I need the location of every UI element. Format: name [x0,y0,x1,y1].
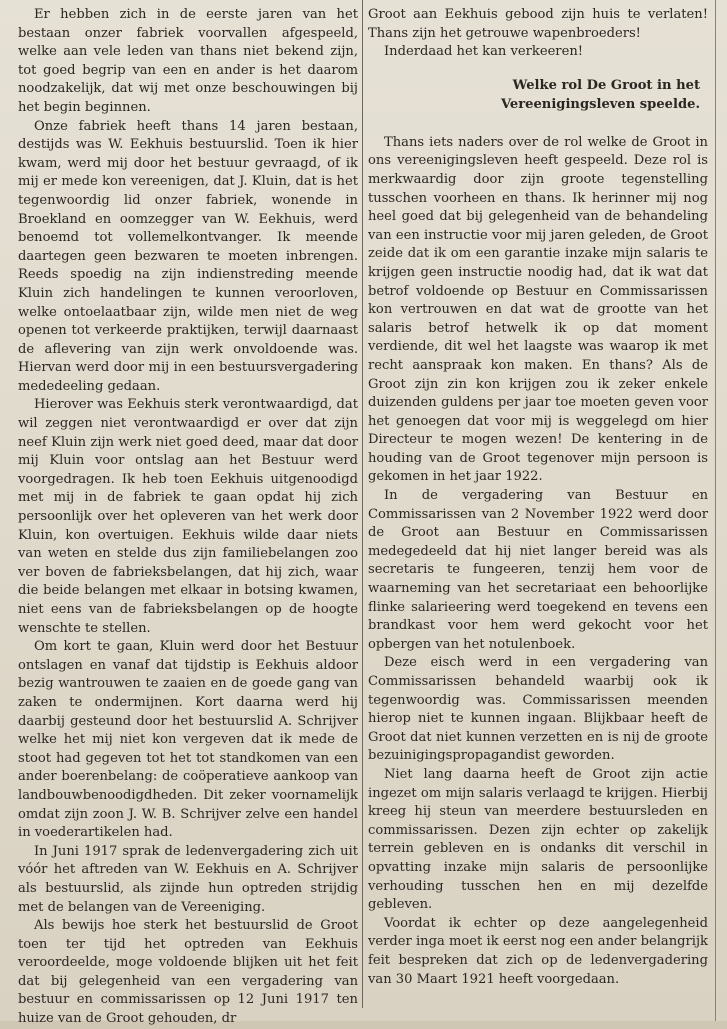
paragraph: Hierover was Eekhuis sterk verontwaardigd, dat wil zeggen niet verontwaardigd er over dat zijn neef Kluin zijn werk niet goed deed, maar dat door mij Kluin voor ontslag aan het Bestuur werd voorgedragen. Ik heb toen Eekhuis uitgenoodigd met mij in de fabriek te gaan opdat hij zich persoonlijk over het opleveren van het werk door Kluin, kon overtuigen. Eekhuis wilde daar niets van weten en stelde dus zijn familiebelangen zoo ver boven de fabrieksbelangen, dat hij zich, waar die beide belangen met elkaar in botsing kwamen, niet eens van de fabrieksbelangen op de hoogte wenschte te stellen. [18,397,358,636]
paragraph: In de vergadering van Bestuur en Commissarissen van 2 November 1922 werd door de Groot aan Bestuur en Commissarissen medegedeeld dat hij niet langer bereid was als secretaris te fungeeren, tenzij hem voor de waarneming van het secretariaat een behoorlijke flinke salarieering werd toegekend en tevens een brandkast voor hem werd gekocht voor het opbergen van het notulenboek. [368,488,708,652]
paragraph: Groot aan Eekhuis gebood zijn huis te verlaten! Thans zijn het getrouwe wapenbroeders! [368,7,708,41]
paragraph: In Juni 1917 sprak de ledenvergadering zich uit vóór het aftreden van W. Eekhuis en A. Schrijver als bestuurslid, als zijnde hun optreden strijdig met de belangen van de Vereeniging. [18,843,358,915]
left-column [18,6,358,1029]
paragraph: Thans iets naders over de rol welke de Groot in ons vereenigingsleven heeft gespeeld. Deze rol is merkwaardig door zijn groote tegenstelling tusschen voorheen en thans. Ik herinner mij nog heel goed dat bij gelegenheid van de behandeling van een instructie voor mij jaren geleden, de Groot zeide dat ik om een garantie inzake mijn salaris te krijgen geen instructie noodig had, dat ik wat dat betrof voldoende op Bestuur en Commissarissen kon vertrouwen en dat wat de grootte van het salaris betrof hetwelk ik op dat moment verdiende, dit wel het laagste was waarop ik met recht aanspraak kon maken. En thans? Als de Groot zijn zin kon krijgen zou ik zeker enkele duizenden guldens per jaar toe moeten geven voor het genoegen dat voor mij is weggelegd om hier Directeur te mogen wezen! De kentering in de houding van de Groot tegenover mijn persoon is gekomen in het jaar 1922. [368,134,708,485]
paragraph: Inderdaad het kan verkeeren! [384,44,584,60]
paragraph: Om kort te gaan, Kluin werd door het Bestuur ontslagen en vanaf dat tijdstip is Eekhuis aldoor bezig wantrouwen te zaaien en de goede gang van zaken te ondermijnen. Kort daarna werd hij daarbij gesteund door het bestuurslid A. Schrijver welke het mij niet kon vergeven dat ik mede de stoot had gegeven tot het tot standkomen van een ander boerenbelang: de coöperatieve aankoop van landbouwbenoodigdheden. Dit zeker voornamelijk omdat zijn zoon J. W. B. Schrijver zelve een handel in voederartikelen had. [18,639,358,841]
paragraph: Er hebben zich in de eerste jaren van het bestaan onzer fabriek voorvallen afgespeeld, welke aan vele leden van thans niet bekend zijn, tot goed begrip van een en ander is het daarom noodzakelijk, dat wij met onze beschouwingen bij het begin beginnen. [18,7,358,115]
page-edge-rule [715,0,716,1021]
section-heading: Welke rol De Groot in het Vereenigingsleven speelde. [500,77,700,112]
paragraph: Niet lang daarna heeft de Groot zijn actie ingezet om mijn salaris verlaagd te krijgen. Hierbij kreeg hij steun van meerdere bestuursleden en commissarissen. Dezen zijn echter op zakelijk terrein gebleven en is ondanks dit verschil in opvatting inzake mijn salaris de persoonlijke verhouding tusschen hen en mij dezelfde gebleven. [368,766,708,913]
paragraph: Deze eisch werd in een vergadering van Commissarissen behandeld waarbij ook ik tegenwoordig was. Commissarissen meenden hierop niet te kunnen ingaan. Blijkbaar heeft de Groot dat niet kunnen verzetten en is nij de groote bezuinigingspropagandist geworden. [368,655,708,764]
right-column [368,6,708,989]
paragraph: Onze fabriek heeft thans 14 jaren bestaan, destijds was W. Eekhuis bestuurslid. Toen ik hier kwam, werd mij door het bestuur gevraagd, of ik mij er mede kon vereenigen, dat J. Kluin, dat is het tegenwoordig lid onzer fabriek, wonende in Broekland en oomzegger van W. Eekhuis, werd benoemd tot vollemelkontvanger. Ik meende daartegen geen bezwaren te moeten inbrengen. Reeds spoedig na zijn indienstreding meende Kluin zich handelingen te kunnen veroorloven, welke ontoelaatbaar zijn, wilde men niet de weg openen tot verkeerde praktijken, terwijl daarnaast de aflevering van zijn werk onvoldoende was. Hiervan werd door mij in een bestuursvergadering mededeeling gedaan. [18,118,358,394]
paragraph: Voordat ik echter op deze aangelegenheid verder inga moet ik eerst nog een ander belangrijk feit bespreken dat zich op de ledenvergadering van 30 Maart 1921 heeft voorgedaan. [368,915,708,987]
column-divider [362,0,363,1008]
paragraph: Als bewijs hoe sterk het bestuurslid de Groot toen ter tijd het optreden van Eekhuis veroordeelde, moge voldoende blijken uit het feit dat bij gelegenheid van een vergadering van bestuur en commissarissen op 12 Juni 1917 ten huize van de Groot gehouden, dr [18,918,358,1027]
